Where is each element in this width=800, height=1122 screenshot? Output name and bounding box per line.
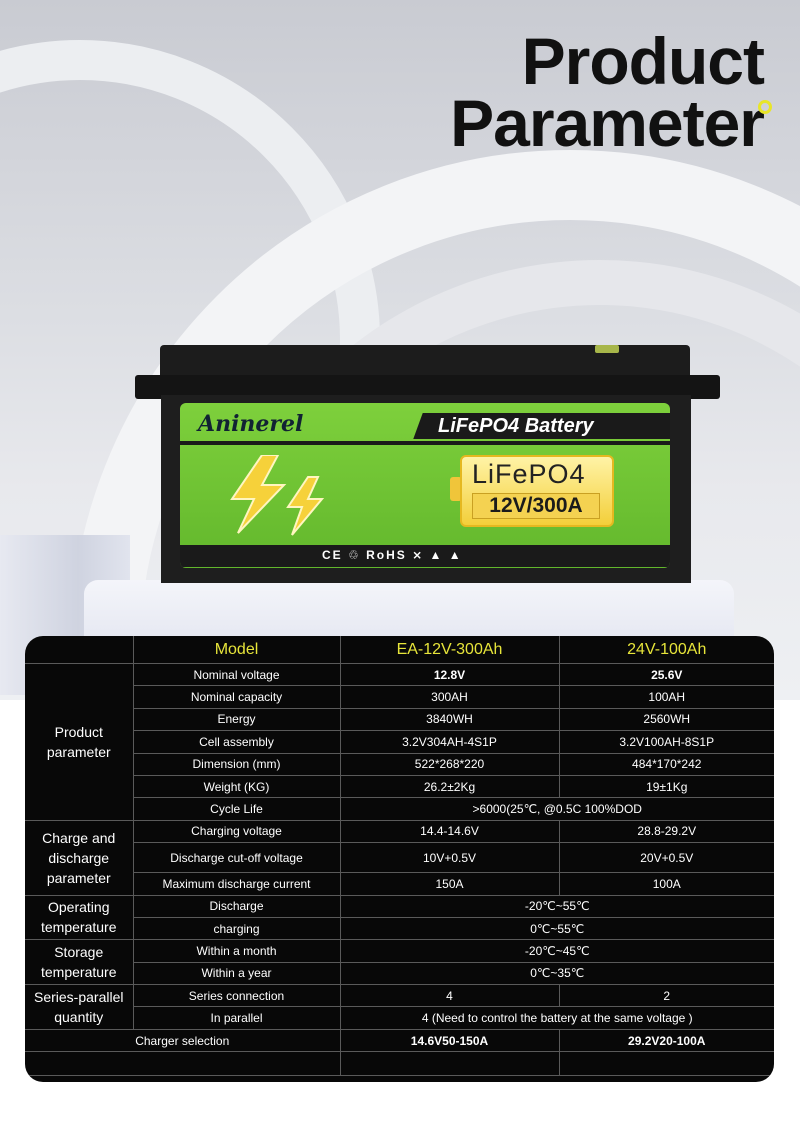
row-value: 12.8V (340, 664, 559, 686)
row-value: 2560WH (559, 708, 774, 730)
title-line-2: Parameter (450, 86, 764, 160)
row-value: 300AH (340, 686, 559, 708)
row-value: 10V+0.5V (340, 843, 559, 873)
row-value: 100AH (559, 686, 774, 708)
row-value: 26.2±2Kg (340, 775, 559, 797)
parameter-table (25, 636, 774, 1076)
row-label: Within a month (133, 940, 340, 962)
row-value: 14.4-14.6V (340, 820, 559, 842)
row-label: Dimension (mm) (133, 753, 340, 775)
row-label: Cell assembly (133, 731, 340, 753)
row-label: Nominal voltage (133, 664, 340, 686)
label-banner-text: LiFePO4 Battery (438, 415, 594, 437)
table-row (25, 873, 774, 895)
row-value: >6000(25℃, @0.5C 100%DOD (340, 798, 774, 820)
row-value: -20℃~55℃ (340, 895, 774, 917)
table-row (25, 775, 774, 797)
label-stripe (180, 441, 670, 445)
row-value: 484*170*242 (559, 753, 774, 775)
table-row (25, 962, 774, 984)
table-row (25, 820, 774, 842)
table-row (25, 686, 774, 708)
row-value: -20℃~45℃ (340, 940, 774, 962)
row-value: 25.6V (559, 664, 774, 686)
row-label: Charging voltage (133, 820, 340, 842)
table-row (25, 798, 774, 820)
row-value: 100A (559, 873, 774, 895)
row-value: 4 (340, 985, 559, 1007)
header-col-1: EA-12V-300Ah (340, 636, 559, 664)
table-row (25, 753, 774, 775)
row-value: 150A (340, 873, 559, 895)
row-label: Nominal capacity (133, 686, 340, 708)
row-value: 0℃~55℃ (340, 917, 774, 939)
row-value: 4 (Need to control the battery at the same voltage ) (340, 1007, 774, 1029)
table-row (25, 1029, 774, 1051)
row-value: 2 (559, 985, 774, 1007)
table-row (25, 843, 774, 873)
row-label: Energy (133, 708, 340, 730)
table-row-empty (25, 1052, 774, 1076)
table-header-row (25, 636, 774, 664)
row-label: Series connection (133, 985, 340, 1007)
row-label: Discharge cut-off voltage (133, 843, 340, 873)
title-line-1: Product (521, 24, 764, 98)
battery-label (180, 403, 670, 568)
brand-logo: Aninerel (198, 411, 304, 437)
header-model: Model (133, 636, 340, 664)
table-row (25, 985, 774, 1007)
row-value: 29.2V20-100A (559, 1029, 774, 1051)
row-value: 28.8-29.2V (559, 820, 774, 842)
chemistry-text: LiFePO4 (472, 459, 586, 489)
row-label: Weight (KG) (133, 775, 340, 797)
row-value: 3.2V304AH-4S1P (340, 731, 559, 753)
row-value: 14.6V50-150A (340, 1029, 559, 1051)
group-storage: Storage temperature (25, 940, 133, 985)
certification-marks: CE ♲ RoHS ⨯ ▲ ▲ (322, 548, 463, 562)
table-row (25, 731, 774, 753)
row-label: Within a year (133, 962, 340, 984)
row-value: 20V+0.5V (559, 843, 774, 873)
row-label: Cycle Life (133, 798, 340, 820)
table-row (25, 917, 774, 939)
table-row (25, 940, 774, 962)
row-value: 3840WH (340, 708, 559, 730)
group-product: Product parameter (25, 664, 133, 821)
page-title (450, 24, 764, 160)
group-series: Series-parallel quantity (25, 985, 133, 1030)
row-value: 522*268*220 (340, 753, 559, 775)
rating-text: 12V/300A (472, 493, 600, 519)
row-value: 0℃~35℃ (340, 962, 774, 984)
table-row (25, 1007, 774, 1029)
header-col-2: 24V-100Ah (559, 636, 774, 664)
group-charge: Charge and discharge parameter (25, 820, 133, 895)
row-label: In parallel (133, 1007, 340, 1029)
title-accent-dot (758, 100, 772, 114)
row-label: Maximum discharge current (133, 873, 340, 895)
empty-cell (25, 1052, 340, 1076)
table-row (25, 664, 774, 686)
row-value: 3.2V100AH-8S1P (559, 731, 774, 753)
empty-cell (559, 1052, 774, 1076)
row-value: 19±1Kg (559, 775, 774, 797)
table-row (25, 708, 774, 730)
row-label: Charger selection (25, 1029, 340, 1051)
battery-terminal (595, 345, 619, 353)
parameter-table-panel (25, 636, 774, 1082)
lightning-bolt-icon (220, 455, 330, 540)
row-label: charging (133, 917, 340, 939)
empty-cell (340, 1052, 559, 1076)
battery-product-image (135, 345, 720, 585)
group-operating: Operating temperature (25, 895, 133, 940)
table-row (25, 895, 774, 917)
header-blank (25, 636, 133, 664)
row-label: Discharge (133, 895, 340, 917)
